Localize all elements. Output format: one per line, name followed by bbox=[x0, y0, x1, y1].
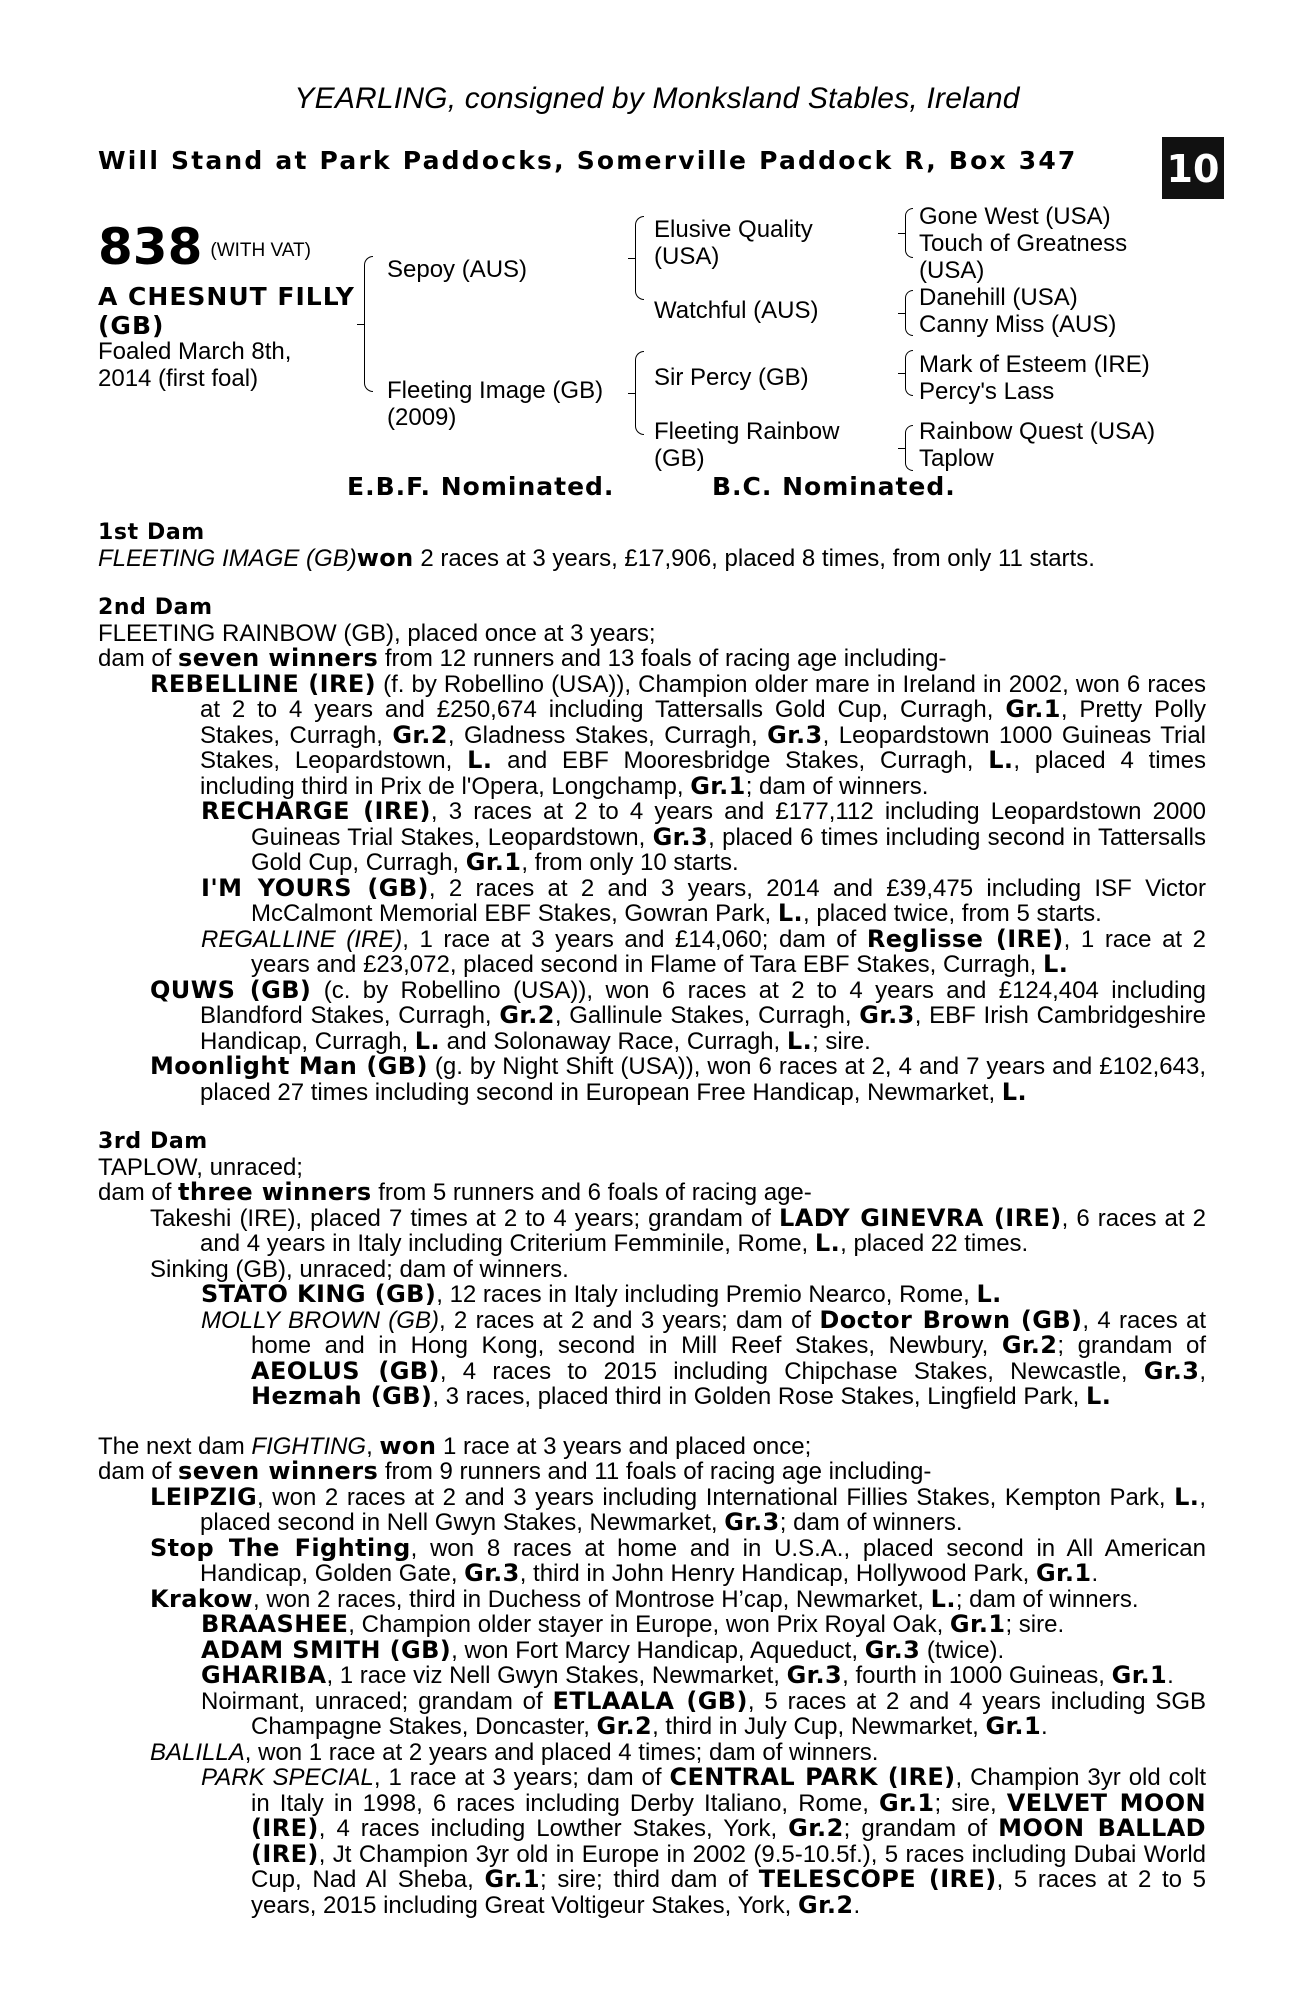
horse-name: BALILLA bbox=[150, 1738, 245, 1766]
horse-name: TELESCOPE (IRE) bbox=[758, 1865, 997, 1893]
text-run: The next dam bbox=[98, 1432, 252, 1460]
next-dam-line bbox=[98, 1431, 1206, 1460]
produce-entry-takeshi bbox=[98, 1203, 1206, 1257]
badge-plus: + bbox=[1168, 121, 1183, 141]
g2-sire: Danehill (USA) bbox=[919, 284, 1078, 311]
g4-sire: Rainbow Quest (USA) bbox=[919, 418, 1156, 445]
text-run: , placed 22 times. bbox=[840, 1230, 1029, 1257]
grade-label: Gr.3 bbox=[864, 1635, 921, 1664]
horse-name: BRAASHEE bbox=[201, 1610, 349, 1638]
text-run: . bbox=[853, 1891, 861, 1919]
vat-note: (WITH VAT) bbox=[210, 240, 311, 261]
text-run: , Gladness Stakes, Curragh, bbox=[447, 721, 768, 749]
brace-g3 bbox=[905, 350, 913, 396]
text-run: , EBF Irish Cambridgeshire Handicap, Curragh, bbox=[200, 1002, 1207, 1055]
text-run: , Champion older stayer in Europe, won Prix Royal Oak, bbox=[348, 1611, 950, 1638]
g1-sire: Gone West (USA) bbox=[919, 203, 1111, 230]
horse-name: REBELLINE (IRE) bbox=[150, 669, 377, 698]
brace-dam-parents bbox=[635, 351, 644, 435]
text-run: ; dam of winners. bbox=[779, 1509, 963, 1536]
produce-entry-noirmant bbox=[98, 1686, 1206, 1740]
produce-entry-braashee bbox=[98, 1612, 1206, 1638]
text-run: , 6 races at 2 and 4 years in Italy including Criterium Femminile, Rome, bbox=[200, 1204, 1206, 1257]
text-run: , 1 race viz Nell Gwyn Stakes, Newmarket, bbox=[326, 1662, 787, 1689]
listed-label: L. bbox=[1001, 1077, 1027, 1106]
grade-label: Gr.3 bbox=[464, 1559, 520, 1587]
produce-entry-quws bbox=[98, 975, 1207, 1055]
horse-name: GHARIBA bbox=[201, 1661, 327, 1689]
grade-label: Gr.1 bbox=[690, 771, 746, 800]
horse-name: ADAM SMITH (GB) bbox=[201, 1635, 452, 1664]
text-run: , placed 4 times including third in Prix de l'Opera, Longchamp, bbox=[200, 747, 1206, 800]
second-dam-line: FLEETING RAINBOW (GB), placed once at 3 years; bbox=[98, 619, 656, 647]
second-dam-produce bbox=[98, 646, 1206, 672]
grade-label: Gr.3 bbox=[652, 822, 709, 851]
produce-entry-sinking: Sinking (GB), unraced; dam of winners. bbox=[150, 1255, 569, 1283]
horse-name: Doctor Brown (GB) bbox=[819, 1305, 1083, 1334]
text-run: from 5 runners and 6 foals of racing age- bbox=[371, 1179, 812, 1206]
grade-label: Gr.1 bbox=[985, 1712, 1042, 1740]
produce-entry-stato-king bbox=[98, 1282, 1206, 1308]
first-dam-entry bbox=[98, 543, 1206, 572]
text-run: dam of bbox=[98, 645, 179, 672]
text-run: ; dam of winners. bbox=[955, 1585, 1139, 1613]
listed-label: L. bbox=[414, 1026, 440, 1055]
text-run: and EBF Mooresbridge Stakes, Curragh, bbox=[492, 747, 989, 774]
text-run: , Jt Champion 3yr old in Europe in 2002 (9.5-10.5f.), 5 races including Dubai World Cup, Nad Al Sheba, bbox=[251, 1840, 1206, 1893]
produce-entry-ghariba bbox=[98, 1663, 1206, 1689]
text-run: . bbox=[1041, 1713, 1048, 1740]
grade-label: Gr.1 bbox=[1035, 1559, 1092, 1587]
page-title: YEARLING, consigned by Monksland Stables, Ireland bbox=[294, 82, 1020, 115]
dam-dam: Fleeting Rainbow (GB) bbox=[654, 418, 840, 472]
brace-sire-dam bbox=[364, 256, 373, 392]
grade-label: Gr.2 bbox=[788, 1814, 844, 1842]
text-run: , placed 6 times including second in Tattersalls Gold Cup, Curragh, bbox=[251, 823, 1206, 876]
text-run: , bbox=[366, 1432, 380, 1460]
text-run: , 12 races in Italy including Premio Nearco, Rome, bbox=[436, 1281, 977, 1308]
text-run: . bbox=[1091, 1560, 1099, 1587]
horse-name: Reglisse (IRE) bbox=[866, 924, 1064, 953]
text-run: (c. by Robellino (USA)), won 6 races at 2 to 4 years and £124,404 including Blandford Stakes, Curragh, bbox=[200, 976, 1206, 1029]
produce-entry-molly-brown bbox=[98, 1305, 1207, 1410]
grade-label: Gr.1 bbox=[484, 1865, 540, 1893]
horse-name: QUWS (GB) bbox=[150, 975, 312, 1004]
text-run: , placed twice, from 5 starts. bbox=[803, 900, 1102, 927]
horse-name: AEOLUS (GB) bbox=[251, 1356, 440, 1385]
grade-label: Gr.2 bbox=[1001, 1331, 1058, 1359]
won-label: won bbox=[379, 1431, 437, 1460]
lot-number-value: 838 bbox=[98, 218, 203, 276]
text-run: , won 1 race at 2 years and placed 4 times; dam of winners. bbox=[244, 1738, 879, 1766]
grade-label: Gr.3 bbox=[767, 720, 823, 749]
text-run: from 9 runners and 11 foals of racing age including- bbox=[378, 1458, 932, 1485]
grade-label: Gr.3 bbox=[1143, 1356, 1200, 1385]
text-run: ; sire. bbox=[1005, 1611, 1065, 1638]
grade-label: Gr.2 bbox=[596, 1712, 653, 1740]
text-run: Noirmant, unraced; grandam of bbox=[201, 1687, 553, 1715]
text-run: dam of bbox=[98, 1179, 179, 1206]
sire-name: Sepoy (AUS) bbox=[387, 256, 528, 283]
horse-name: MOLLY BROWN (GB) bbox=[201, 1306, 439, 1334]
horse-name: Stop The Fighting bbox=[150, 1533, 411, 1562]
produce-entry-regalline bbox=[98, 924, 1206, 978]
sire-dam: Watchful (AUS) bbox=[654, 297, 819, 324]
text-run: , 4 races to 2015 including Chipchase Stakes, Newcastle, bbox=[439, 1357, 1144, 1385]
g2-dam: Canny Miss (AUS) bbox=[919, 311, 1117, 338]
text-run: , third in John Henry Handicap, Hollywood Park, bbox=[519, 1560, 1036, 1587]
text-run: , Leopardstown 1000 Guineas Trial Stakes, Leopardstown, bbox=[200, 721, 1206, 774]
text-run: ; sire; third dam of bbox=[540, 1866, 759, 1893]
grade-label: Gr.1 bbox=[949, 1610, 1006, 1638]
listed-label: L. bbox=[1174, 1482, 1200, 1511]
horse-name: LEIPZIG bbox=[150, 1482, 258, 1511]
text-run: 1 race at 3 years and placed once; bbox=[436, 1432, 812, 1460]
bc-nominated: B.C. Nominated. bbox=[712, 472, 956, 501]
brace-g1 bbox=[905, 208, 913, 258]
winners-count: seven winners bbox=[178, 1457, 379, 1485]
grade-label: Gr.2 bbox=[499, 1001, 555, 1029]
text-run: dam of bbox=[98, 1458, 179, 1485]
text-run: , 2 races at 2 and 3 years, 2014 and £39,475 including ISF Victor McCalmont Memorial EBF Stakes, Gowran Park, bbox=[251, 874, 1206, 927]
text-run: . bbox=[1167, 1662, 1174, 1689]
brace-g4 bbox=[905, 425, 913, 471]
text-run: , 1 race at 3 years and £14,060; dam of bbox=[402, 925, 867, 953]
text-run: (f. by Robellino (USA)), Champion older mare in Ireland in 2002, won 6 races at 2 to 4 years and £250,674 including Tattersalls Gold Cup, Curragh, bbox=[200, 670, 1207, 723]
listed-label: L. bbox=[814, 1229, 841, 1257]
produce-entry-leipzig bbox=[98, 1482, 1206, 1536]
dam-name: Fleeting Image (GB) (2009) bbox=[387, 377, 604, 431]
listed-label: L. bbox=[1043, 950, 1069, 978]
lot-number bbox=[98, 218, 311, 276]
g3-dam: Percy's Lass bbox=[919, 378, 1055, 405]
horse-name: CENTRAL PARK (IRE) bbox=[669, 1763, 956, 1791]
horse-name: RECHARGE (IRE) bbox=[201, 797, 431, 825]
text-run: , won 2 races at 2 and 3 years including International Fillies Stakes, Kempton Park, bbox=[257, 1483, 1175, 1511]
produce-entry-park-special bbox=[98, 1765, 1206, 1918]
horse-name: VELVET MOON (IRE) bbox=[251, 1788, 1207, 1842]
grade-label: Gr.3 bbox=[859, 1001, 915, 1029]
produce-entry-recharge bbox=[98, 799, 1206, 876]
third-dam-heading: 3rd Dam bbox=[98, 1129, 208, 1154]
text-run: (g. by Night Shift (USA)), won 6 races at 2, 4 and 7 years and £102,643, placed 27 times including second in European Free Handicap, Newmarket, bbox=[200, 1053, 1206, 1106]
listed-label: L. bbox=[930, 1584, 956, 1613]
text-run: , 4 races including Lowther Stakes, York, bbox=[318, 1815, 789, 1842]
produce-entry-im-yours bbox=[98, 873, 1206, 927]
grade-label: Gr.1 bbox=[879, 1788, 935, 1817]
horse-name: Moonlight Man (GB) bbox=[150, 1052, 428, 1080]
text-run: and Solonaway Race, Curragh, bbox=[440, 1027, 787, 1055]
lot-badge bbox=[1162, 121, 1224, 199]
second-dam-heading: 2nd Dam bbox=[98, 595, 213, 620]
first-dam-record: 2 races at 3 years, £17,906, placed 8 times, from only 11 starts. bbox=[413, 544, 1095, 572]
brace-sire-parents bbox=[635, 216, 644, 300]
first-dam-name: FLEETING IMAGE (GB) bbox=[98, 544, 357, 572]
text-run: , bbox=[1199, 1357, 1206, 1385]
ebf-nominated: E.B.F. Nominated. bbox=[347, 472, 615, 501]
grade-label: Gr.3 bbox=[724, 1508, 780, 1536]
winners-count: three winners bbox=[178, 1178, 372, 1206]
listed-label: L. bbox=[1086, 1382, 1112, 1410]
text-run: , fourth in 1000 Guineas, bbox=[842, 1662, 1112, 1689]
text-run: , Champion 3yr old colt in Italy in 1998, 6 races including Derby Italiano, Rome, bbox=[251, 1764, 1206, 1817]
produce-entry-stop-the-fighting bbox=[98, 1533, 1206, 1587]
text-run: , 5 races at 2 and 4 years including SGB Champagne Stakes, Doncaster, bbox=[251, 1687, 1206, 1740]
produce-entry-moonlight-man bbox=[98, 1054, 1206, 1105]
text-run: Takeshi (IRE), placed 7 times at 2 to 4 years; grandam of bbox=[150, 1204, 780, 1232]
text-run: , 1 race at 3 years; dam of bbox=[373, 1764, 670, 1791]
text-run: ; grandam of bbox=[1057, 1332, 1207, 1359]
text-run: ; grandam of bbox=[843, 1815, 999, 1842]
brace-g2 bbox=[905, 290, 913, 336]
grade-label: Gr.2 bbox=[392, 720, 448, 749]
text-run: , Pretty Polly Stakes, Curragh, bbox=[200, 696, 1206, 749]
won-label: won bbox=[356, 543, 414, 572]
badge-number: 10 bbox=[1166, 147, 1220, 191]
produce-entry-krakow bbox=[98, 1584, 1206, 1613]
text-run: ; sire. bbox=[812, 1027, 871, 1055]
grade-label: Gr.1 bbox=[1005, 695, 1061, 723]
text-run: , third in July Cup, Newmarket, bbox=[652, 1713, 986, 1740]
foaled-date: Foaled March 8th, 2014 (first foal) bbox=[98, 338, 292, 392]
horse-name: Hezmah (GB) bbox=[251, 1382, 433, 1410]
text-run: , 2 races at 2 and 3 years; dam of bbox=[438, 1306, 820, 1334]
g4-dam: Taplow bbox=[919, 445, 994, 472]
horse-name: STATO KING (GB) bbox=[201, 1280, 437, 1308]
text-run: ; sire, bbox=[934, 1789, 1007, 1817]
listed-label: L. bbox=[988, 746, 1014, 774]
horse-name: I'M YOURS (GB) bbox=[201, 873, 429, 902]
horse-name: PARK SPECIAL bbox=[201, 1764, 374, 1791]
dam-sire: Sir Percy (GB) bbox=[654, 364, 809, 391]
produce-entry-rebelline bbox=[98, 669, 1207, 800]
horse-name: Krakow bbox=[150, 1584, 254, 1613]
next-dam-produce bbox=[98, 1459, 1206, 1485]
catalogue-body bbox=[98, 520, 1206, 1918]
listed-label: L. bbox=[976, 1280, 1002, 1308]
produce-entry-adam-smith bbox=[98, 1635, 1206, 1664]
horse-name: FIGHTING bbox=[251, 1432, 367, 1460]
text-run: , 1 race at 2 years and £23,072, placed second in Flame of Tara EBF Stakes, Curragh, bbox=[251, 925, 1206, 978]
text-run: , 3 races, placed third in Golden Rose Stakes, Lingfield Park, bbox=[432, 1383, 1086, 1410]
grade-label: Gr.2 bbox=[798, 1890, 854, 1919]
third-dam-produce bbox=[98, 1180, 1206, 1206]
grade-label: Gr.1 bbox=[465, 848, 522, 876]
first-dam-heading: 1st Dam bbox=[98, 520, 205, 545]
text-run: , 5 races at 2 to 5 years, 2015 including Great Voltigeur Stakes, York, bbox=[251, 1866, 1206, 1919]
text-run: , from only 10 starts. bbox=[521, 849, 739, 876]
text-run: , placed second in Nell Gwyn Stakes, Newmarket, bbox=[200, 1483, 1206, 1536]
text-run: , 3 races at 2 to 4 years and £177,112 including Leopardstown 2000 Guineas Trial Stakes, Leopardstown, bbox=[251, 798, 1206, 851]
grade-label: Gr.1 bbox=[1111, 1661, 1168, 1689]
text-run: , won 2 races, third in Duchess of Montrose H’cap, Newmarket, bbox=[253, 1585, 931, 1613]
listed-label: L. bbox=[467, 746, 493, 774]
sire-sire: Elusive Quality (USA) bbox=[654, 216, 813, 270]
text-run: from 12 runners and 13 foals of racing age including- bbox=[378, 645, 947, 672]
horse-name: ETLAALA (GB) bbox=[552, 1686, 748, 1715]
listed-label: L. bbox=[777, 899, 804, 927]
winners-count: seven winners bbox=[178, 644, 379, 672]
stand-location: Will Stand at Park Paddocks, Somerville Paddock R, Box 347 bbox=[98, 146, 1078, 175]
text-run: , 4 races at home and in Hong Kong, second in Mill Reef Stakes, Newbury, bbox=[251, 1306, 1206, 1359]
text-run: , Gallinule Stakes, Curragh, bbox=[554, 1002, 860, 1029]
listed-label: L. bbox=[786, 1026, 813, 1055]
text-run: ; dam of winners. bbox=[745, 772, 929, 800]
horse-name: LADY GINEVRA (IRE) bbox=[779, 1203, 1062, 1232]
g1-dam: Touch of Greatness (USA) bbox=[919, 230, 1128, 284]
third-dam-line: TAPLOW, unraced; bbox=[98, 1153, 303, 1181]
text-run: , won Fort Marcy Handicap, Aqueduct, bbox=[451, 1636, 865, 1664]
horse-name: REGALLINE (IRE) bbox=[201, 925, 403, 953]
grade-label: Gr.3 bbox=[786, 1661, 843, 1689]
horse-name: MOON BALLAD (IRE) bbox=[251, 1814, 1206, 1868]
text-run: , won 8 races at home and in U.S.A., placed second in All American Handicap, Golden Gate, bbox=[200, 1534, 1206, 1587]
produce-entry-balilla bbox=[98, 1740, 1206, 1766]
g3-sire: Mark of Esteem (IRE) bbox=[919, 351, 1150, 378]
lot-description: A CHESNUT FILLY (GB) bbox=[98, 282, 355, 340]
text-run: (twice). bbox=[920, 1636, 1005, 1664]
